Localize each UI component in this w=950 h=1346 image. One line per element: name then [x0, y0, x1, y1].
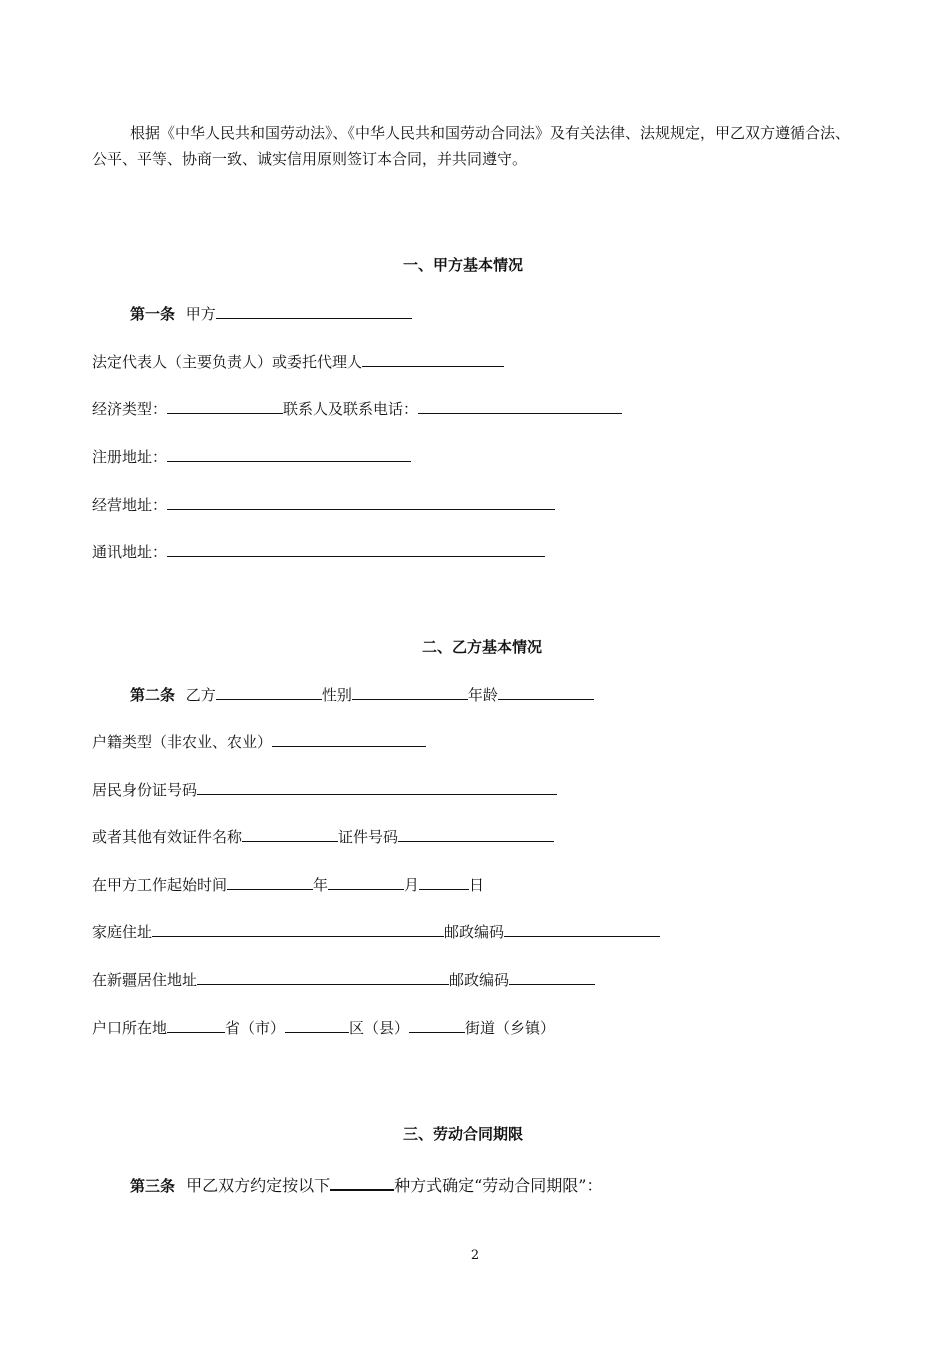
- hukou-label: 户口所在地: [92, 1019, 168, 1037]
- other-id-field[interactable]: [242, 826, 338, 842]
- party-a-field[interactable]: [216, 303, 412, 319]
- article-2-line: [130, 684, 594, 705]
- postcode-label: 邮政编码: [444, 923, 505, 941]
- reg-addr-field[interactable]: [167, 446, 411, 462]
- age-field[interactable]: [498, 684, 594, 700]
- reg-addr-line: [92, 446, 411, 467]
- article-3-post: 种方式确定“劳动合同期限”：: [394, 1176, 603, 1195]
- econ-type-line: [92, 398, 622, 419]
- other-id-line: [92, 826, 554, 847]
- home-addr-line: [92, 921, 660, 942]
- household-type-line: [92, 731, 426, 752]
- start-year-field[interactable]: [227, 874, 313, 890]
- legal-rep-label: 法定代表人（主要负责人）或委托代理人: [92, 353, 363, 371]
- postcode2-label: 邮政编码: [449, 971, 510, 989]
- xinjiang-addr-label: 在新疆居住地址: [92, 971, 198, 989]
- hukou-street-field[interactable]: [409, 1017, 465, 1033]
- hukou-district-field[interactable]: [285, 1017, 349, 1033]
- cert-no-field[interactable]: [398, 826, 554, 842]
- id-number-line: [92, 779, 557, 800]
- home-addr-field[interactable]: [152, 921, 444, 937]
- article-2-label: 第二条: [130, 686, 176, 704]
- xinjiang-addr-line: [92, 969, 595, 990]
- age-label: 年龄: [467, 686, 498, 704]
- gender-field[interactable]: [352, 684, 468, 700]
- mail-addr-line: [92, 541, 545, 562]
- contact-label: 联系人及联系电话：: [283, 400, 419, 418]
- postcode-field[interactable]: [504, 921, 660, 937]
- legal-rep-line: [92, 351, 504, 372]
- contact-field[interactable]: [418, 398, 622, 414]
- article-3-pre: 甲乙双方约定按以下: [186, 1176, 331, 1195]
- mail-addr-label: 通讯地址：: [92, 543, 168, 561]
- start-time-label: 在甲方工作起始时间: [92, 876, 228, 894]
- party-b-label: 乙方: [185, 686, 216, 704]
- day-label: 日: [469, 876, 485, 894]
- district-label: 区（县）: [349, 1019, 410, 1037]
- econ-type-label: 经济类型：: [92, 400, 168, 418]
- section-heading-party-a: 一、甲方基本情况: [403, 256, 524, 274]
- postcode2-field[interactable]: [509, 969, 595, 985]
- cert-no-label: 证件号码: [338, 828, 399, 846]
- home-addr-label: 家庭住址: [92, 923, 153, 941]
- article-3-label: 第三条: [130, 1177, 176, 1195]
- year-label: 年: [313, 876, 329, 894]
- party-a-label: 甲方: [185, 305, 216, 323]
- province-label: 省（市）: [225, 1019, 286, 1037]
- month-label: 月: [404, 876, 420, 894]
- hukou-line: [92, 1017, 555, 1038]
- term-method-field[interactable]: [330, 1174, 394, 1191]
- article-1-line: [130, 303, 412, 324]
- biz-addr-field[interactable]: [167, 494, 555, 510]
- article-1-label: 第一条: [130, 305, 176, 323]
- biz-addr-label: 经营地址：: [92, 496, 168, 514]
- article-3-line: [130, 1174, 603, 1196]
- street-label: 街道（乡镇）: [465, 1019, 556, 1037]
- econ-type-field[interactable]: [167, 398, 283, 414]
- household-type-field[interactable]: [272, 731, 426, 747]
- mail-addr-field[interactable]: [167, 541, 545, 557]
- section-heading-contract-term: 三、劳动合同期限: [403, 1125, 524, 1143]
- page-number: 2: [470, 1248, 480, 1263]
- xinjiang-addr-field[interactable]: [197, 969, 449, 985]
- party-b-field[interactable]: [216, 684, 322, 700]
- start-month-field[interactable]: [328, 874, 404, 890]
- household-type-label: 户籍类型（非农业、农业）: [92, 733, 273, 751]
- hukou-province-field[interactable]: [167, 1017, 225, 1033]
- start-day-field[interactable]: [419, 874, 469, 890]
- id-number-field[interactable]: [197, 779, 557, 795]
- legal-rep-field[interactable]: [362, 351, 504, 367]
- section-heading-party-b: 二、乙方基本情况: [422, 638, 543, 656]
- id-number-label: 居民身份证号码: [92, 781, 198, 799]
- biz-addr-line: [92, 494, 555, 515]
- reg-addr-label: 注册地址：: [92, 448, 168, 466]
- intro-paragraph: 根据《中华人民共和国劳动法》、《中华人民共和国劳动合同法》及有关法律、法规规定，甲乙双方遵循合法、公平、平等、协商一致、诚实信用原则签订本合同，并共同遵守。: [92, 124, 851, 168]
- other-id-label: 或者其他有效证件名称: [92, 828, 243, 846]
- gender-label: 性别: [321, 686, 352, 704]
- start-time-line: [92, 874, 484, 895]
